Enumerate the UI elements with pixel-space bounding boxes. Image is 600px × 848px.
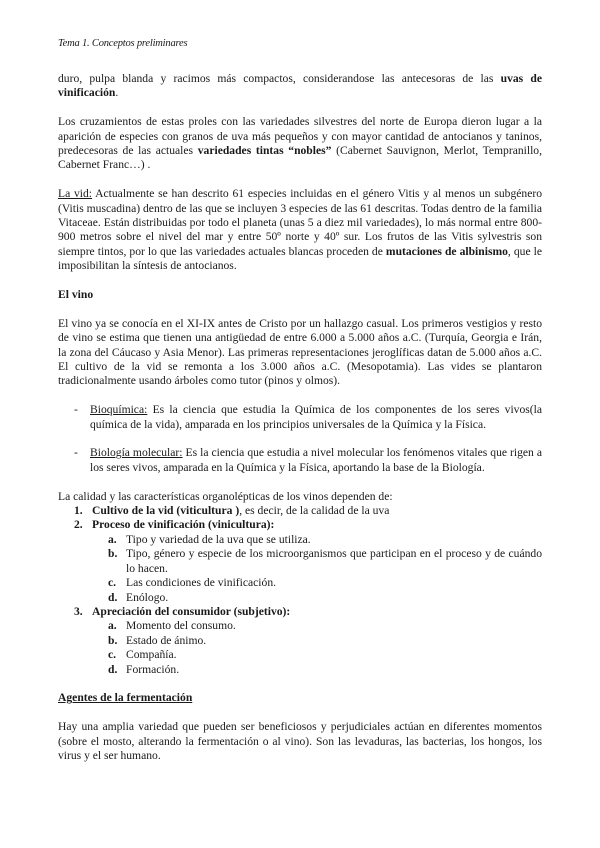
sub-item (92, 619, 542, 633)
definition-text: Es la ciencia que estudia a nivel molecular los fenómenos vitales que rigen a los seres vivos, amparada en la Química y la Física, aportando la base de la Biología. (90, 446, 542, 474)
term-mutaciones-albinismo: mutaciones de albinismo (385, 244, 508, 258)
sub-letter: d. (108, 662, 118, 676)
definition-list (58, 403, 542, 475)
sub-letter: c. (108, 648, 117, 662)
sub-letter: c. (108, 576, 117, 590)
paragraph-uvas-text: duro, pulpa blanda y racimos más compactos, considerandose las antecesoras de las (58, 72, 501, 85)
paragraph-la-vid-text: Actualmente se han descrito 61 especies incluidas en el género Vitis y al menos un subgénero (Vitis muscadina) dentro de las que se incluyen 3 especies de las 61 descritas. Todas dentro de la familia Vitaceae. Están distribuidas por todo el planeta (unas 5 a diez mil variedades), lo más normal entre 800-900 metros sobre el nivel del mar y entre 50º norte y 40º sur. Los frutos de las Vitis sylvestris son siempre tintos, por lo que las variedades actuales blancas proceden de (58, 187, 543, 258)
factor-list (58, 504, 542, 677)
factor-number: 3. (74, 604, 83, 618)
calidad-intro: La calidad y las características organolépticas de los vinos dependen de: (58, 489, 393, 503)
factor-item (58, 504, 542, 518)
body-text (58, 72, 542, 778)
sub-item (92, 547, 542, 576)
paragraph-cruzamientos-end: (Cabernet Sauvignon, Merlot, Tempranillo, Cabernet Franc…) . (58, 144, 542, 172)
factor-number: 2. (74, 518, 83, 532)
dash-marker: - (74, 403, 78, 417)
paragraph-cruzamientos (58, 115, 542, 173)
paragraph-cruzamientos-text: Los cruzamientos de estas proles con las variedades silvestres del norte de Europa dieron lugar a la aparición de especies con granos de uva más pequeños y con mayor cantidad de antocianos y taninos, predecesoras de las actuales (58, 115, 542, 158)
paragraph-historia-vino: El vino ya se conocía en el XI-IX antes de Cristo por un hallazgo casual. Los primeros vestigios y resto de vino se estima que tienen una antigüedad de entre 6.000 a 5.000 años a.C. (Turquía, Georgia e Irán, la zona del Cáucaso y Asia Menor). Las primeras representaciones jeroglíficas datan de 5.000 años a.C. El cultivo de la vid se remonta a los 3.000 años a.C. (Mesopotamia). Las vides se plantaron tradicionalmente usando árboles como tutor (pinos y olmos). (58, 316, 542, 388)
factor-title: Proceso de vinificación (vinicultura): (92, 518, 275, 532)
definition-term: Biología molecular: (90, 446, 183, 460)
sub-letter: b. (108, 547, 118, 561)
sub-text: Tipo, género y especie de los microorganismos que participan en el proceso y de cuándo lo hacen. (126, 547, 542, 575)
sub-text: Compañía. (126, 648, 177, 662)
sub-item (92, 576, 542, 590)
factor-number: 1. (74, 504, 83, 518)
sub-text: Las condiciones de vinificación. (126, 576, 277, 590)
paragraph-uvas (58, 72, 542, 101)
sub-text: Estado de ánimo. (126, 633, 207, 647)
sub-text: Tipo y variedad de la uva que se utiliza. (126, 532, 311, 546)
definition-term: Bioquímica: (90, 403, 148, 417)
factor-item (58, 518, 542, 604)
sub-letter: b. (108, 633, 118, 647)
sub-letter: a. (108, 619, 117, 633)
paragraph-la-vid-end: , que le imposibilitan la síntesis de antocianos. (58, 244, 542, 273)
paragraph-la-vid (58, 187, 542, 273)
sub-text: Momento del consumo. (126, 619, 236, 633)
term-uvas-vinificacion: uvas de vinificación (58, 72, 543, 100)
factor-title: Apreciación del consumidor (subjetivo): (92, 604, 291, 618)
dash-marker: - (74, 446, 78, 460)
sub-text: Formación. (126, 662, 180, 676)
sub-item (92, 648, 542, 662)
heading-agentes-fermentacion: Agentes de la fermentación (58, 691, 193, 705)
paragraph-uvas-end: . (115, 86, 119, 100)
definition-item (58, 403, 542, 432)
running-header: Tema 1. Conceptos preliminares (58, 38, 188, 49)
sub-item (92, 533, 542, 547)
label-la-vid: La vid: (58, 187, 93, 201)
factor-rest: , es decir, de la calidad de la uva (239, 504, 390, 518)
definition-item (58, 446, 542, 475)
term-variedades-nobles: variedades tintas “nobles” (197, 144, 332, 158)
factor-title: Cultivo de la vid (viticultura ) (92, 504, 240, 518)
definition-text: Es la ciencia que estudia la Química de los componentes de los seres vivos(la química de la vida), amparada en los principios universales de la Química y la Física. (90, 403, 542, 431)
paragraph-agentes: Hay una amplia variedad que pueden ser beneficiosos y perjudiciales actúan en diferentes momentos (sobre el mosto, alterando la fermentación o al vino). Son las levaduras, las bacterias, los hongos, los virus y el ser humano. (58, 720, 542, 762)
sub-item (92, 634, 542, 648)
factor-item (58, 605, 542, 677)
sub-list (92, 619, 542, 677)
sub-text: Enólogo. (126, 590, 169, 604)
sub-letter: d. (108, 590, 118, 604)
sub-item (92, 663, 542, 677)
sub-item (92, 591, 542, 605)
sub-letter: a. (108, 532, 117, 546)
sub-list (92, 533, 542, 605)
heading-el-vino: El vino (58, 288, 94, 302)
